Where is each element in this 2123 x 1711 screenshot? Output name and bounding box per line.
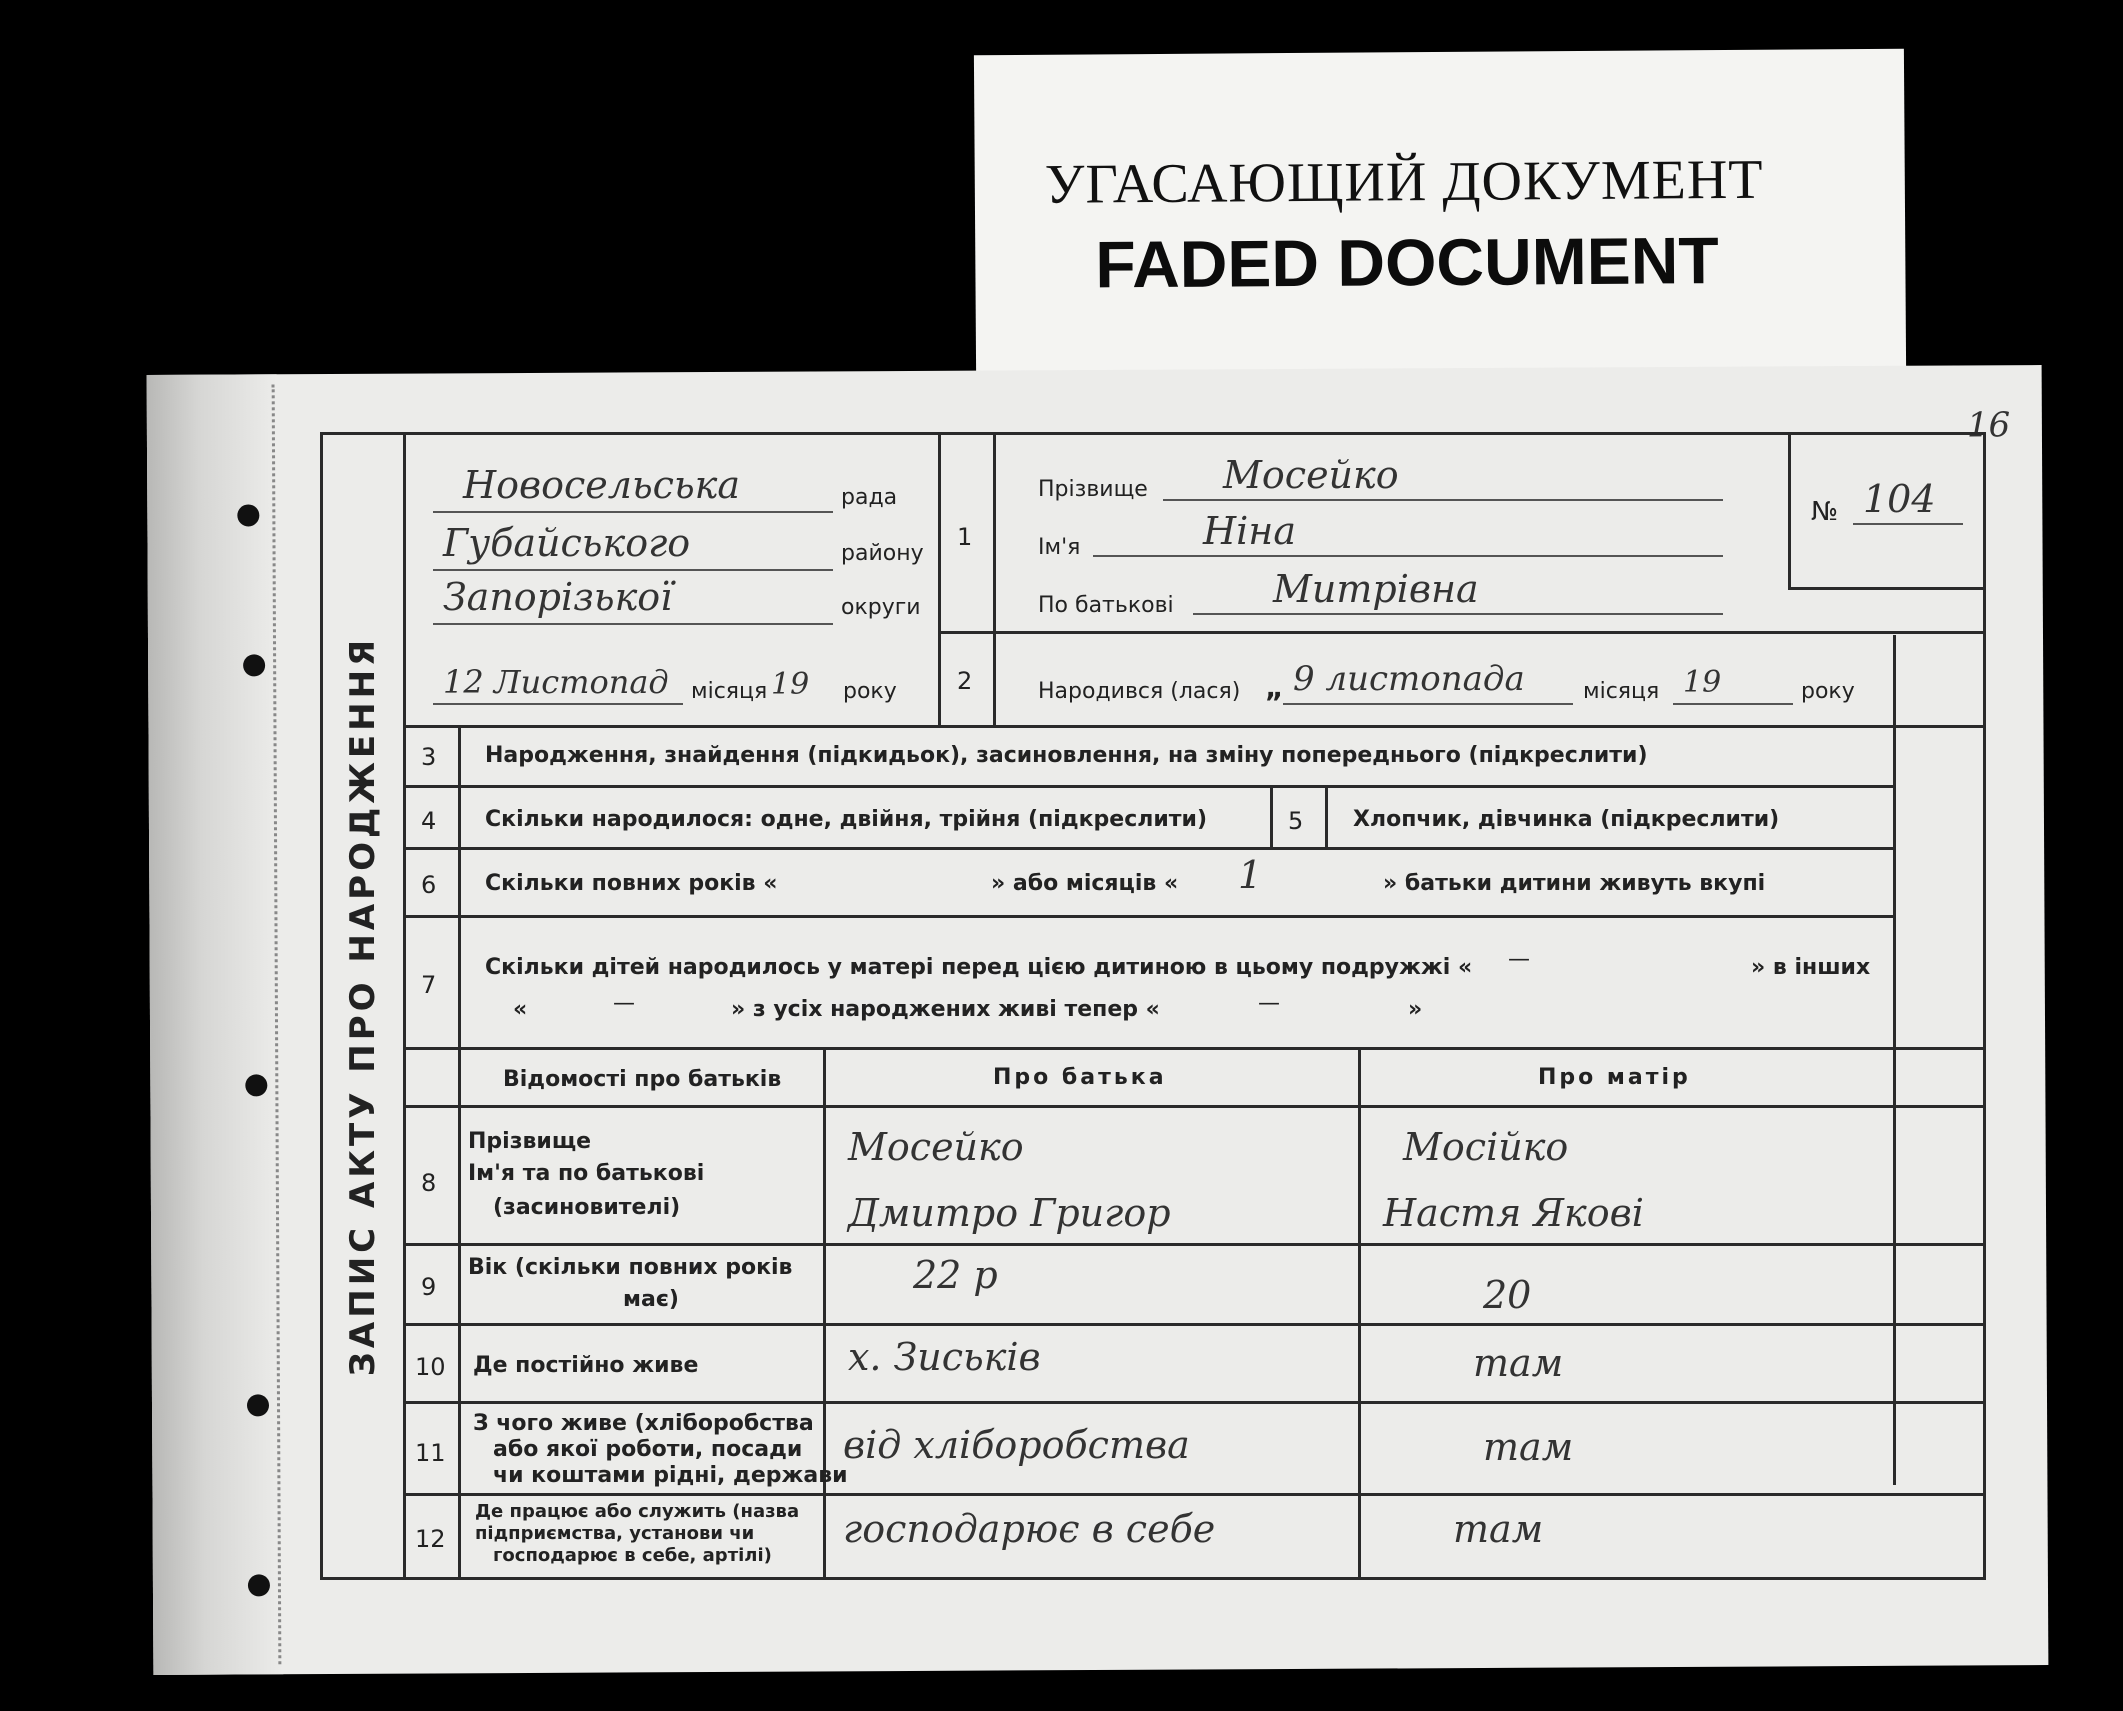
row12-label-2: підприємства, установи чи [475,1523,755,1544]
mother-surname: Мосійко [1403,1125,1569,1169]
row6-months-value: 1 [1238,853,1263,897]
born-year-underline [1673,703,1793,705]
vertical-title-column [323,435,406,1577]
born-month-label: місяця [1583,679,1660,704]
okruh-underline [433,623,833,625]
divider [403,725,1983,728]
col-divider [823,1047,826,1577]
row8-label-1: Прізвище [468,1129,592,1154]
row-number: 7 [421,971,437,999]
divider [403,1105,1983,1108]
mother-name: Настя Якові [1383,1191,1644,1235]
row9-label-2: має) [623,1287,679,1312]
rada-label: рада [841,485,898,510]
row5-text: Хлопчик, дівчинка (підкреслити) [1353,807,1780,832]
raion-value: Губайського [443,521,691,565]
corner-mark: 16 [1966,405,2011,446]
row12-label-3: господарює в себе, артілі) [493,1545,772,1566]
raion-label: району [841,541,924,566]
row7-dash3: — [1258,991,1280,1016]
date-underline [433,703,683,705]
rada-underline [433,511,833,513]
punch-hole [237,504,259,526]
father-livelihood: від хліборобства [843,1423,1190,1467]
row3-text: Народження, знайдення (підкидьок), засиновлення, на зміну попереднього (підкреслити) [485,743,1648,768]
father-age: 22 р [913,1253,998,1297]
label-russian: УГАСАЮЩИЙ ДОКУМЕНТ [1044,148,1764,216]
row12-label-1: Де працює або служить (назва [475,1501,800,1522]
row-number: 5 [1288,807,1304,835]
record-box-border [1788,435,1791,590]
row11-label-2: або якої роботи, посади [493,1437,803,1462]
row6-text-b: » або місяців « [991,871,1179,896]
col-header-father: Про батька [993,1065,1167,1090]
name-value: Ніна [1203,509,1296,553]
father-name: Дмитро Григор [848,1191,1171,1235]
divider [403,1401,1983,1404]
row11-label-3: чи коштами рідні, держави [493,1463,848,1488]
birth-record-form [320,432,1986,1580]
row7-line2-c: » [1408,997,1423,1022]
mother-residence: там [1473,1341,1564,1385]
record-box-border [1788,587,1983,590]
raion-underline [433,569,833,571]
row7-line2-a: « [513,997,528,1022]
row7-line1-b: » в інших [1751,955,1871,980]
divider [1270,785,1273,847]
section-number: 2 [957,667,973,695]
divider [993,435,996,725]
section-number: 1 [957,523,973,551]
row-number: 3 [421,743,437,771]
divider [938,435,941,725]
date-year-label: року [843,679,897,704]
born-quote: „ [1265,671,1284,704]
row9-label-1: Вік (скільки повних років [468,1255,793,1280]
record-number-label: № [1811,497,1839,527]
row7-line2-b: » з усіх народжених живі тепер « [731,997,1160,1022]
row4-text: Скільки народилося: одне, двійня, трійня (підкреслити) [485,807,1207,832]
divider [1893,635,1896,1485]
row-number: 11 [415,1439,446,1467]
perforation-line [272,384,284,1664]
surname-value: Мосейко [1223,453,1399,497]
born-label: Народився (лася) [1038,679,1241,704]
row-number: 12 [415,1525,446,1553]
row8-label-3: (засиновителі) [493,1195,681,1220]
vertical-title: ЗАПИС АКТУ ПРО НАРОДЖЕННЯ [343,635,383,1377]
row-number: 8 [421,1169,437,1197]
patronymic-label: По батькові [1038,593,1174,618]
row7-dash2: — [613,991,635,1016]
row10-label: Де постійно живе [473,1353,699,1378]
punch-hole [247,1394,269,1416]
row6-text-c: » батьки дитини живуть вкупі [1383,871,1766,896]
record-date-year: 19 [771,667,810,702]
punch-hole [248,1574,270,1596]
col-header-mother: Про матір [1538,1065,1691,1090]
row8-label-2: Ім'я та по батькові [468,1161,705,1186]
row-number: 6 [421,871,437,899]
divider [403,1493,1983,1496]
divider [1325,785,1328,847]
mother-workplace: там [1453,1507,1544,1551]
divider [403,847,1893,850]
born-underline [1283,703,1573,705]
divider [403,1323,1983,1326]
faded-document-label [974,49,1906,373]
record-number-value: 104 [1863,477,1936,521]
patronymic-underline [1193,613,1723,615]
surname-label: Прізвище [1038,477,1148,502]
col-divider [1358,1047,1361,1577]
name-label: Ім'я [1038,535,1081,560]
born-year-label: року [1801,679,1855,704]
divider [403,1047,1983,1050]
row7-line1-a: Скільки дітей народилось у матері перед цією дитиною в цьому подружжі « [485,955,1473,980]
record-number-underline [1853,523,1963,525]
mother-age: 20 [1483,1273,1532,1317]
divider [403,1243,1983,1246]
row-number: 9 [421,1273,437,1301]
born-year-value: 19 [1683,665,1722,700]
punch-hole [243,654,265,676]
row7-dash1: — [1508,947,1530,972]
father-workplace: господарює в себе [843,1507,1216,1551]
okruh-value: Запорізької [443,575,673,619]
record-date-day: 12 Листопад [443,663,669,701]
number-column-divider [458,725,461,1577]
name-underline [1093,555,1723,557]
divider [938,631,1983,634]
okruh-label: округи [841,595,921,620]
label-english: FADED DOCUMENT [1095,223,1719,302]
row6-text-a: Скільки повних років « [485,871,778,896]
col-header-info: Відомості про батьків [503,1067,782,1092]
row-number: 4 [421,807,437,835]
born-date-value: 9 листопада [1293,659,1525,699]
father-residence: х. Зиськів [848,1335,1041,1379]
surname-underline [1163,499,1723,501]
row11-label-1: З чого живе (хліборобства [473,1411,814,1436]
punch-hole [245,1074,267,1096]
row-number: 10 [415,1353,446,1381]
mother-livelihood: там [1483,1425,1574,1469]
father-surname: Мосейко [848,1125,1024,1169]
date-month-label: місяця [691,679,768,704]
rada-value: Новосельська [463,463,740,507]
divider [403,785,1893,788]
divider [403,915,1893,918]
patronymic-value: Митрівна [1273,567,1479,611]
